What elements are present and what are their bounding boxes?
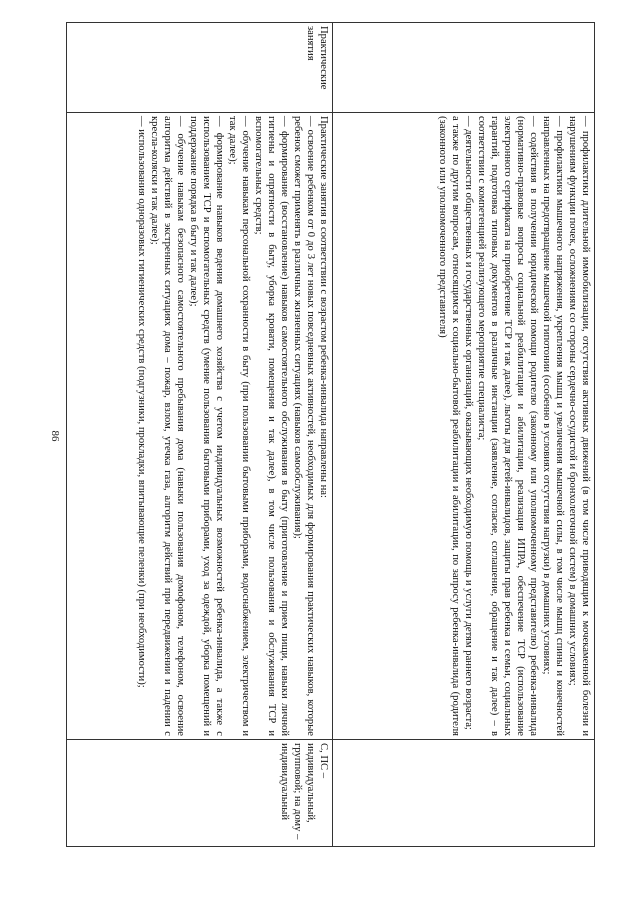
paragraph: — деятельности общественных и государственных организаций, оказывающих необходимую помощь и услуги детям раннего возраста; bbox=[463, 116, 474, 730]
page-number: 86 bbox=[49, 430, 61, 442]
paragraph: — профилактики длительной иммобилизации, отсутствия активных движений (в том числе приводящим к мочекаменной болезни и нарушениям функции почек, осложнениям со стороны сердечно-сосудистой и бронхолегочной систем) в домашних условиях; bbox=[567, 116, 591, 736]
paragraph: — формирование навыков ведения домашнего хозяйства с учетом индивидуальных возможностей ребенка-инвалида, а также с использованием ТСР и вспомогательных средств (умение пользования бытовыми приборами, уход за одеждой, уборка помещений и поддержание порядка в быту и так далее); bbox=[188, 116, 225, 736]
activities-table bbox=[66, 22, 595, 847]
activity-form-cell: С, ПС – индивидуальный, групповой; на дому – индивидуальный bbox=[67, 740, 333, 847]
paragraph: — освоение ребенком от 0 до 3 лет новых повседневных активностей, необходимых для формирования практических навыков, которые ребенок сможет применять в различных жизненных ситуациях (навыков самообслуживания); bbox=[292, 116, 316, 736]
paragraph: — содействия в получении юридической помощи родителю (законному или уполномоченному представителю) ребенка-инвалида (нормативно-правовые вопросы социальной реабилитации и абилитации, реализация ИПРА, обеспечение ТСР (использование электронного сертификата на приобретение ТСР и так далее), льготы для детей-инвалидов, защиты прав ребенка и семьи, социальных гарантий, подготовка типовых документов в различные инстанции (заявление, согласие, соглашение, обращение и так далее) – в соответствии с компетенцией реализующего мероприятие специалиста; bbox=[476, 116, 539, 736]
table-row bbox=[67, 23, 333, 847]
activity-description-cell bbox=[67, 113, 333, 740]
activity-label-cell bbox=[333, 23, 595, 113]
activity-description-cell bbox=[333, 113, 595, 740]
paragraph: — обучение навыкам безопасного самостоятельного пребывания дома (навыки пользования домофоном, телефоном, освоение алгоритма действий в экстренных ситуациях дома – пожар, взлом, утечка газа, алгоритм действий при передвижении и падении с кресла-коляски и так далее); bbox=[149, 116, 186, 736]
activity-label-cell: Практические занятия bbox=[67, 23, 333, 113]
rotated-page bbox=[60, 22, 595, 846]
paragraph: — профилактики мышечного напряжения, укрепления мышц и увеличения мышечной силы, в том числе мышц спины и конечностей направленных на предотвращение мышечной гипотонии (особенно в условиях отсутствия нагрузки) в домашних условиях; bbox=[541, 116, 565, 736]
paragraph: — формирование (восстановление) навыков самостоятельного обслуживания в быту (приготовление и прием пищи, навыки личной гигиены и опрятности в быту, уборка кровати, помещения и так далее), в том числе пользования и обслуживания ТСР и вспомогательных средств; bbox=[253, 116, 290, 736]
rotated-content bbox=[60, 22, 595, 846]
paragraph: — обучение навыкам персональной сохранности в быту (при пользовании бытовыми приборами, водоснабжением, электричеством и так далее); bbox=[227, 116, 251, 736]
paragraph: Практические занятия в соответствии с возрастом ребенка-инвалида направлены на: bbox=[318, 116, 329, 498]
paragraph: — использования одноразовых гигиенических средств (подгузники, прокладки, впитывающие пеленки) (при необходимости); bbox=[136, 116, 147, 688]
table-row bbox=[333, 23, 595, 847]
paragraph: а также по другим вопросам, относящимся к социально-бытовой реабилитации и абилитации, по запросу ребенка-инвалида (родителя (законного или уполномоченного представителя) bbox=[437, 116, 461, 736]
activity-form-cell bbox=[333, 740, 595, 847]
